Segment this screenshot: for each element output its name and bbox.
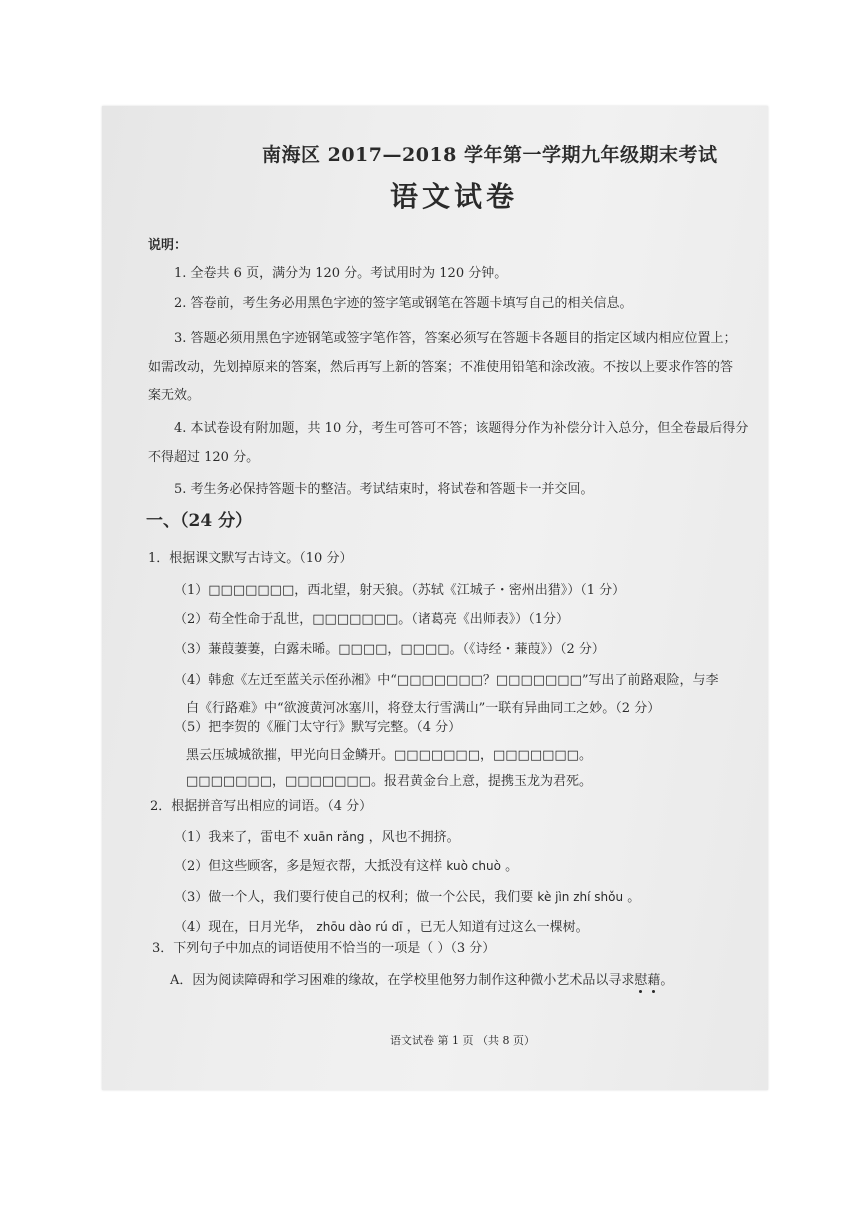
question-1-stem: 1．根据课文默写古诗文。（10 分） — [148, 551, 353, 566]
instruction-item: 3. 答题必须用黑色字迹钢笔或签字笔作答，答案必须写在答题卡各题目的指定区域内相应位置上； — [174, 331, 737, 346]
question-2-item-text: ，风也不拥挤。 — [368, 830, 460, 845]
instruction-item: 案无效。 — [148, 388, 201, 403]
instruction-item: 4. 本试卷设有附加题，共 10 分，考生可答可不答；该题得分作为补偿分计入总分，但全卷最后得分 — [174, 421, 749, 436]
question-2-item — [174, 888, 640, 907]
question-1-line: □□□□□□□，□□□□□□□。报君黄金台上意，提携玉龙为君死。 — [186, 774, 592, 789]
question-1-line: （2）苟全性命于乱世，□□□□□□□。（诸葛亮《出师表》）（1分） — [174, 612, 570, 627]
question-2-item — [174, 918, 589, 937]
question-2-item-text: 。 — [627, 890, 641, 905]
question-2-item-text: （1）我来了，雷电不 — [174, 830, 300, 845]
question-3-option-a — [170, 972, 673, 990]
dotted-character: 慰 — [634, 973, 648, 988]
exam-subject-title: 语文试卷 — [390, 180, 519, 213]
exam-title: 南海区 2017—2018 学年第一学期九年级期末考试 — [262, 144, 718, 166]
instruction-item: 2. 答卷前，考生务必用黑色字迹的签字笔或钢笔在答题卡填写自己的相关信息。 — [174, 296, 633, 311]
page-footer: 语文试卷 第 1 页 （共 8 页） — [390, 1034, 535, 1047]
pinyin-prompt: kuò chuò — [446, 859, 501, 873]
question-2-item-text: （3）做一个人，我们要行使自己的权利；做一个公民，我们要 — [174, 890, 534, 905]
instructions-label: 说明： — [148, 238, 188, 253]
question-2-stem: 2．根据拼音写出相应的词语。（4 分） — [150, 799, 373, 814]
option-a-text: A．因为阅读障碍和学习困难的缘故，在学校里他努力制作这种微小艺术品以寻求 — [170, 973, 635, 988]
question-1-line: （4）韩愈《左迁至蓝关示侄孙湘》中“□□□□□□□？□□□□□□□”写出了前路艰险，与李 — [174, 673, 719, 688]
question-1-line: 黑云压城城欲摧，甲光向日金鳞开。□□□□□□□，□□□□□□□。 — [186, 748, 592, 763]
question-3-stem: 3．下列句子中加点的词语使用不恰当的一项是（ ）（3 分） — [152, 941, 496, 956]
question-2-item-text: ，已无人知道有过这么一棵树。 — [406, 920, 589, 935]
pinyin-prompt: xuān rǎng — [303, 830, 365, 844]
question-1-line: （1）□□□□□□□，西北望，射天狼。（苏轼《江城子・密州出猎》）（1 分） — [174, 583, 626, 598]
instruction-item: 不得超过 120 分。 — [148, 450, 260, 465]
exam-page — [102, 106, 768, 1090]
question-2-item-text: 。 — [505, 859, 519, 874]
instruction-item: 5. 考生务必保持答题卡的整洁。考试结束时，将试卷和答题卡一并交回。 — [174, 482, 594, 497]
question-1-line: （5）把李贺的《雁门太守行》默写完整。（4 分） — [174, 720, 462, 735]
question-2-item-text: （4）现在，日月光华， — [174, 920, 313, 935]
dotted-character: 藉 — [647, 973, 661, 988]
pinyin-prompt: zhōu dào rú dī — [316, 920, 403, 934]
instruction-item: 如需改动，先划掉原来的答案，然后再写上新的答案；不准使用铅笔和涂改液。不按以上要求作答的答 — [148, 360, 734, 375]
option-a-text: 。 — [660, 973, 674, 988]
instruction-item: 1. 全卷共 6 页，满分为 120 分。考试用时为 120 分钟。 — [174, 266, 508, 281]
question-2-item — [174, 828, 460, 847]
question-1-line: （3）蒹葭萋萋，白露未晞。□□□□，□□□□。（《诗经・蒹葭》）（2 分） — [174, 642, 605, 657]
question-2-item-text: （2）但这些顾客，多是短衣帮，大抵没有这样 — [174, 859, 443, 874]
section-heading: 一、（24 分） — [146, 511, 253, 531]
question-1-line: 白《行路难》中“欲渡黄河冰塞川，将登太行雪满山”一联有异曲同工之妙。（2 分） — [186, 701, 661, 716]
question-2-item — [174, 857, 518, 876]
pinyin-prompt: kè jìn zhí shǒu — [537, 890, 624, 904]
